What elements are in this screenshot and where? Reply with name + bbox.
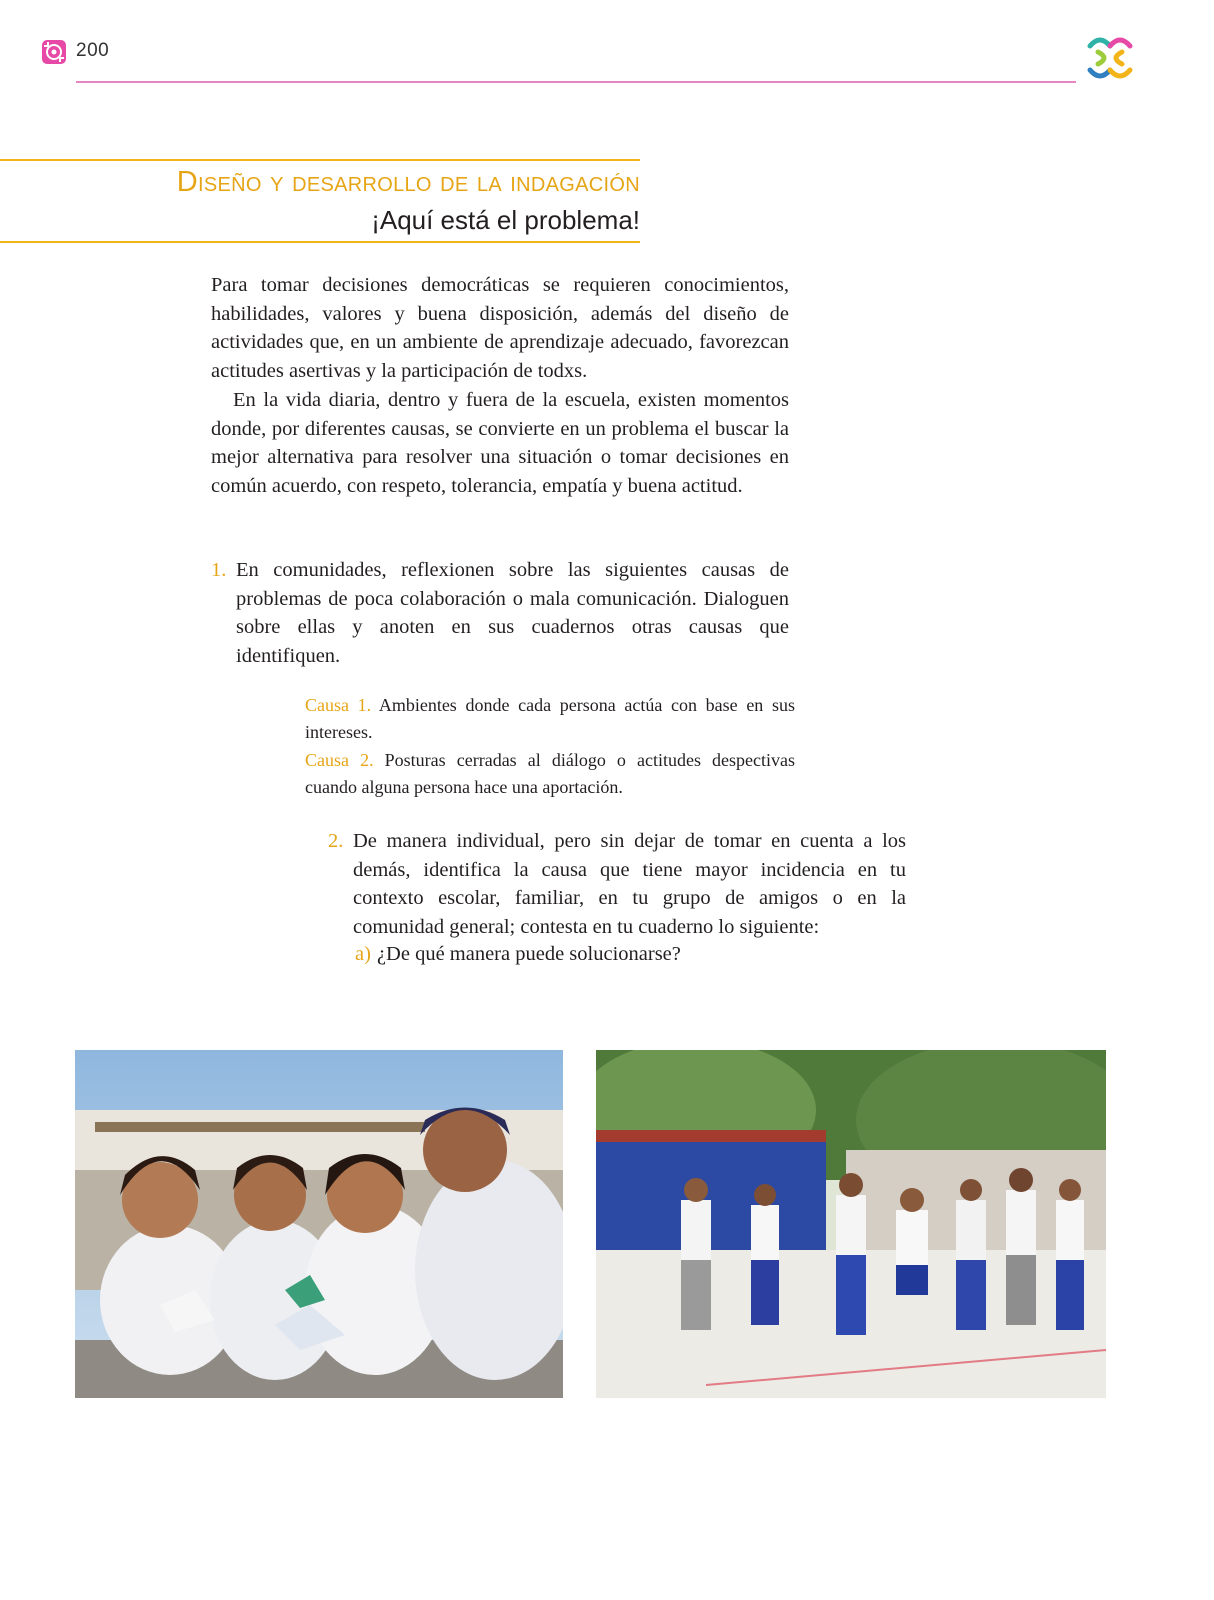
page-number: 200 [76, 40, 110, 61]
subitem-text-a: ¿De qué manera puede solucionarse? [376, 943, 681, 965]
section-subtitle: ¡Aquí está el problema! [371, 205, 640, 235]
subitem-label-a: a) [355, 943, 371, 965]
section-title: Diseño y desarrollo de la indagación [176, 166, 640, 198]
aztec-glyph-icon [40, 38, 68, 66]
activity-text-2: De manera individual, pero sin dejar de tomar en cuenta a los demás, identifica la causa que tiene mayor incidencia en tu contexto escolar, familiar, en tu grupo de amigos o en la comunidad general; contesta en tu cuaderno lo siguiente: [353, 830, 906, 938]
cause-2 [305, 747, 795, 801]
photo-students-schoolyard [596, 1050, 1106, 1398]
activity-item-1 [211, 556, 789, 676]
activity-number-1: 1. [211, 559, 227, 581]
photo-students-lab-coats [75, 1050, 563, 1398]
title-bottom-rule [0, 241, 640, 243]
cause-text-1: Ambientes donde cada persona actúa con base en sus intereses. [305, 695, 795, 742]
cause-label-2: Causa 2. [305, 750, 374, 770]
cause-1 [305, 692, 795, 746]
activity-number-2: 2. [328, 830, 344, 852]
cause-label-1: Causa 1. [305, 695, 372, 715]
cause-text-2: Posturas cerradas al diálogo o actitudes despectivas cuando alguna persona hace una aportación. [305, 750, 795, 797]
header-rule [76, 81, 1076, 83]
colored-rings-logo [1084, 32, 1136, 84]
body-paragraph-2: En la vida diaria, dentro y fuera de la escuela, existen momentos donde, por diferentes causas, se convierte en un problema el buscar la mejor alternativa para resolver una situación o tomar decisiones en común acuerdo, con respeto, tolerancia, empatía y buena actitud. [211, 389, 789, 497]
title-top-rule [0, 159, 640, 161]
body-paragraph-1: Para tomar decisiones democráticas se requieren conocimientos, habilidades, valores y buena disposición, además del diseño de actividades que, en un ambiente de aprendizaje adecuado, favorezcan actitudes asertivas y la participación de todxs. [211, 274, 789, 382]
activity-text-1: En comunidades, reflexionen sobre las siguientes causas de problemas de poca colaboración o mala comunicación. Dialoguen sobre ellas y anoten en sus cuadernos otras causas que identifiquen. [236, 559, 789, 667]
page-header [0, 0, 1214, 90]
activity-subitem-a [355, 940, 681, 969]
